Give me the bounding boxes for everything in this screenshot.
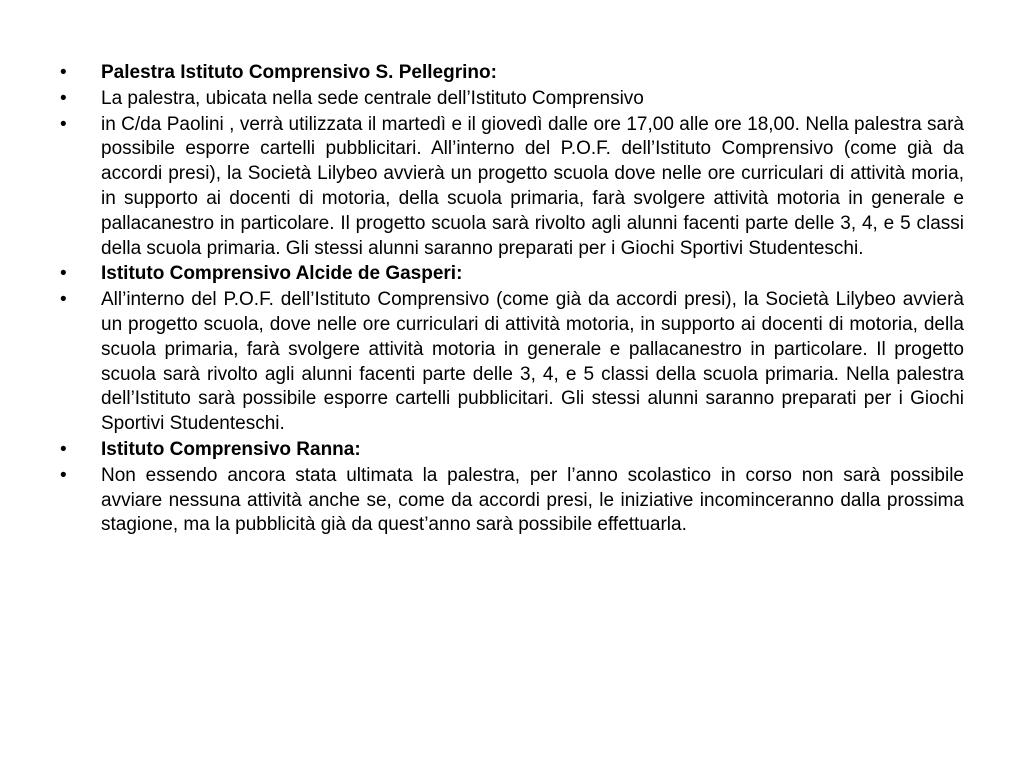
bullet-item (60, 87, 964, 112)
bullet-icon: • (60, 113, 67, 135)
section-heading-san-pellegrino (60, 61, 964, 86)
bullet-icon: • (60, 438, 67, 460)
bullet-item (60, 464, 964, 538)
bullet-text: Istituto Comprensivo Ranna: (101, 438, 361, 460)
bullet-text: Non essendo ancora stata ultimata la palestra, per l’anno scolastico in corso non sarà possibile avviare nessuna attività anche se, come da accordi presi, le iniziative incominceranno dalla prossima stagione, ma la pubblicità già da quest’anno sarà possibile effettuarla. (101, 464, 964, 536)
bullet-item (60, 113, 964, 262)
bullet-icon: • (60, 289, 67, 311)
bullet-list (60, 61, 964, 539)
section-heading-de-gasperi (60, 262, 964, 287)
bullet-icon: • (60, 263, 67, 285)
bullet-text: Istituto Comprensivo Alcide de Gasperi: (101, 263, 463, 285)
bullet-text: Palestra Istituto Comprensivo S. Pellegrino: (101, 62, 497, 83)
bullet-icon: • (60, 464, 67, 486)
bullet-icon: • (60, 87, 67, 109)
bullet-text: All’interno del P.O.F. dell’Istituto Comprensivo (come già da accordi presi), la Società Lilybeo avvierà un progetto scuola, dove nelle ore curriculari di attività motoria, in supporto ai docenti di motoria, della scuola primaria, farà svolgere attività motoria in generale e pallacanestro in particolare. Il progetto scuola sarà rivolto agli alunni facenti parte delle 3, 4, e 5 classi della scuola primaria. Nella palestra dell’Istituto sarà possibile esporre cartelli pubblicitari. Gli stessi alunni saranno preparati per i Giochi Sportivi Studenteschi. (101, 289, 964, 435)
section-heading-ranna (60, 438, 964, 463)
bullet-item (60, 288, 964, 437)
bullet-text: La palestra, ubicata nella sede centrale dell’Istituto Comprensivo (101, 87, 644, 109)
bullet-icon: • (60, 62, 67, 83)
bullet-text: in C/da Paolini , verrà utilizzata il martedì e il giovedì dalle ore 17,00 alle ore 18,00. Nella palestra sarà possibile esporre cartelli pubblicitari. All’interno del P.O.F. dell’Istituto Comprensivo (come già da accordi presi), la Società Lilybeo avvierà un progetto scuola dove nelle ore curriculari di attività moria, in supporto ai docenti di motoria, della scuola primaria, farà svolgere attività motoria in generale e pallacanestro in particolare. Il progetto scuola sarà rivolto agli alunni facenti parte delle 3, 4, e 5 classi della scuola primaria. Gli stessi alunni saranno preparati per i Giochi Sportivi Studenteschi. (101, 113, 964, 259)
